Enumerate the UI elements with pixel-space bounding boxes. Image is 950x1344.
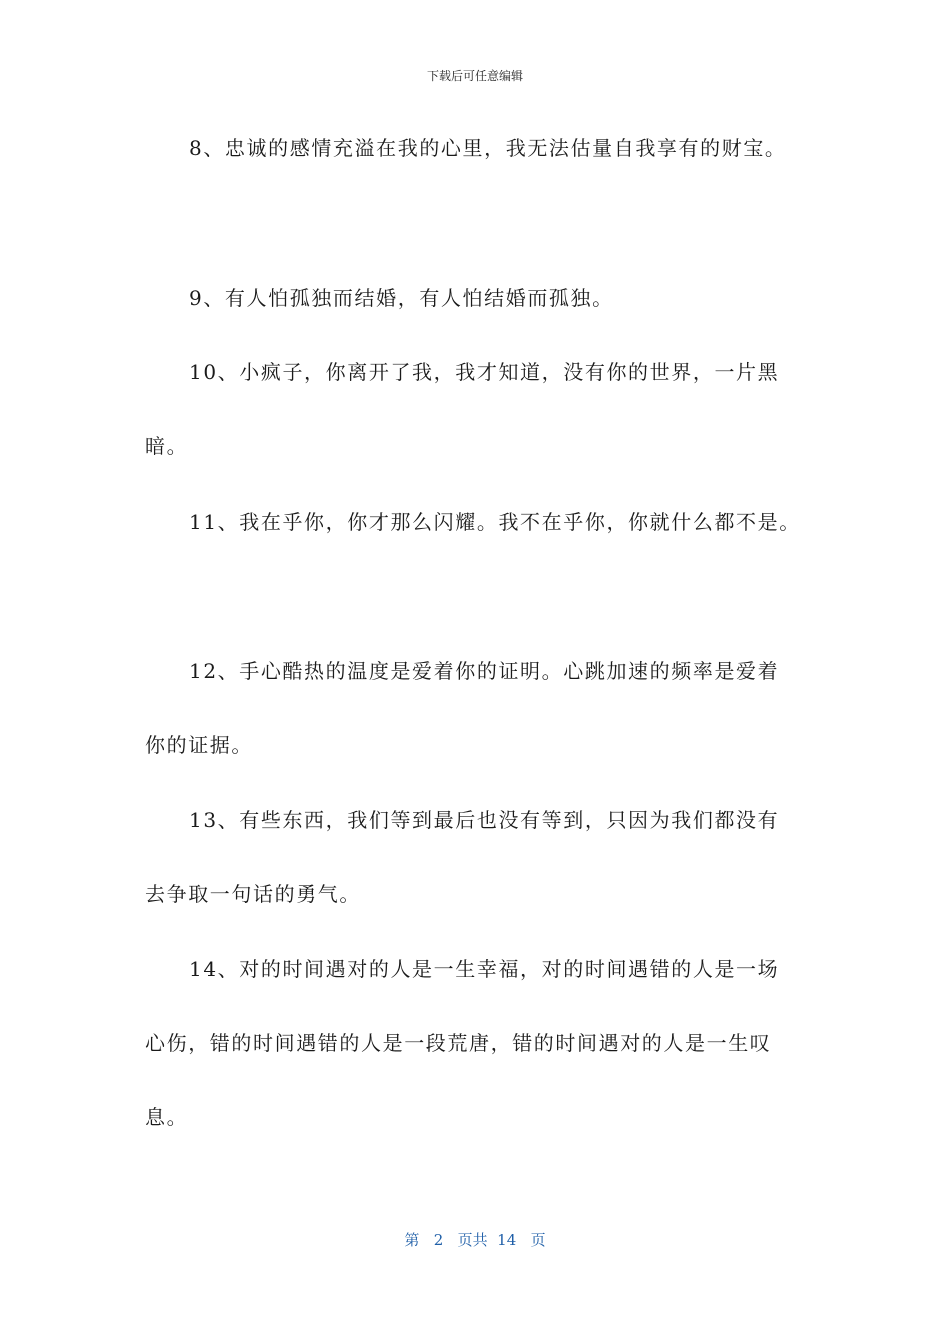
paragraph-line: 息。 — [145, 1105, 189, 1129]
page-label-prefix: 第 — [404, 1231, 420, 1249]
paragraph-line: 你的证据。 — [145, 733, 253, 757]
page-label-mid: 页共 — [457, 1231, 488, 1249]
paragraph-line: 8、忠诚的感情充溢在我的心里，我无法估量自我享有的财宝。 — [189, 136, 787, 160]
paragraph-10 — [145, 360, 805, 508]
paragraph-line: 暗。 — [145, 434, 189, 458]
paragraph-9 — [145, 286, 805, 360]
total-pages-number: 14 — [497, 1231, 517, 1249]
page-footer — [0, 1229, 950, 1250]
paragraph-13 — [145, 808, 805, 956]
page-header: 下载后可任意编辑 — [426, 69, 523, 83]
paragraph-line: 心伤，错的时间遇错的人是一段荒唐，错的时间遇对的人是一生叹 — [145, 1031, 772, 1055]
paragraph-12 — [145, 659, 805, 807]
page-label-suffix: 页 — [530, 1231, 546, 1249]
paragraph-11 — [145, 510, 805, 584]
paragraph-line: 去争取一句话的勇气。 — [145, 882, 361, 906]
paragraph-line: 9、有人怕孤独而结婚，有人怕结婚而孤独。 — [189, 286, 614, 310]
current-page-number: 2 — [433, 1231, 444, 1249]
paragraph-line: 13、有些东西，我们等到最后也没有等到，只因为我们都没有 — [189, 808, 780, 832]
paragraph-line: 11、我在乎你，你才那么闪耀。我不在乎你，你就什么都不是。 — [189, 510, 801, 534]
paragraph-line: 12、手心酷热的温度是爱着你的证明。心跳加速的频率是爱着 — [189, 659, 780, 683]
paragraph-8 — [145, 136, 805, 210]
paragraph-line: 10、小疯子，你离开了我，我才知道，没有你的世界，一片黑 — [189, 360, 780, 384]
paragraph-line: 14、对的时间遇对的人是一生幸福，对的时间遇错的人是一场 — [189, 957, 780, 981]
paragraph-14 — [145, 957, 805, 1179]
